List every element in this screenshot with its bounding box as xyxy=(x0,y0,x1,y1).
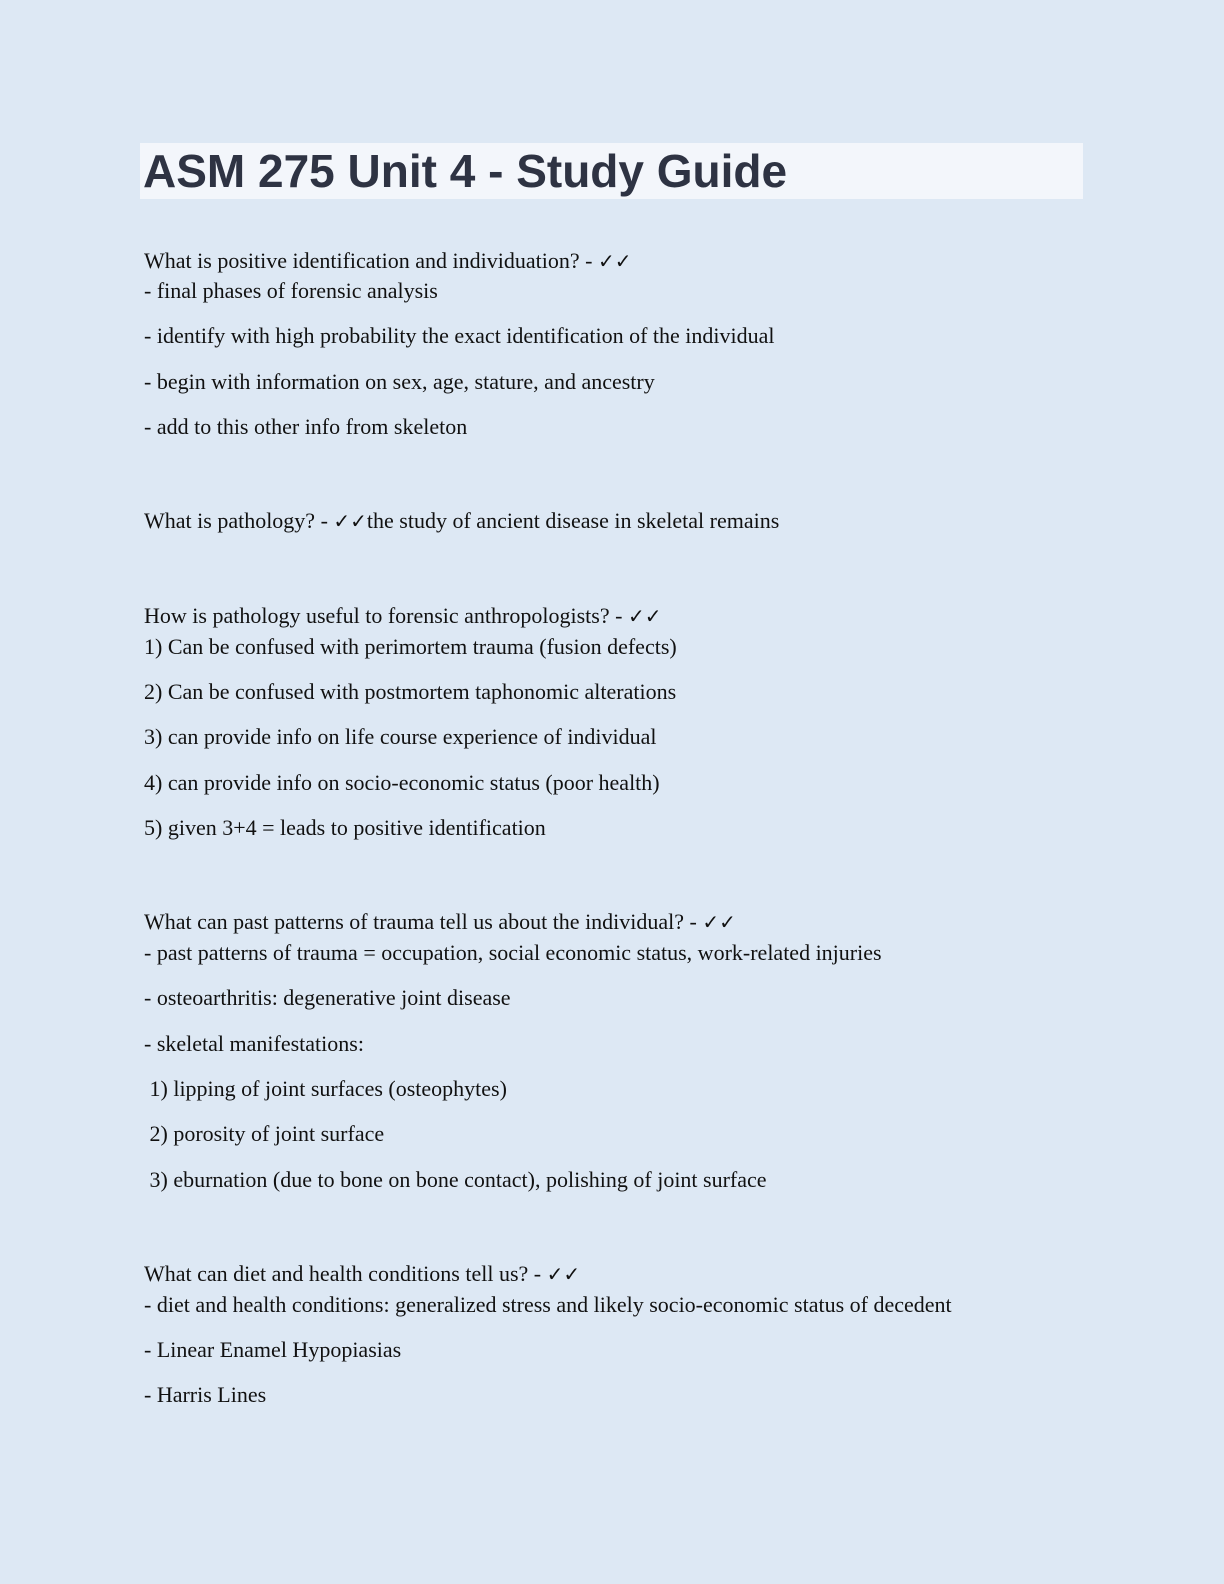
answer-line: - osteoarthritis: degenerative joint disease xyxy=(144,985,511,1010)
answer-line: - final phases of forensic analysis xyxy=(144,278,438,303)
answer-line: - Harris Lines xyxy=(144,1382,267,1407)
page-title: ASM 275 Unit 4 - Study Guide xyxy=(143,145,788,197)
answer-line: 1) lipping of joint surfaces (osteophytes) xyxy=(144,1076,507,1101)
question-text: What can past patterns of trauma tell us about the individual? - xyxy=(144,909,703,934)
question-2 xyxy=(144,508,779,534)
answer-line: 1) Can be confused with perimortem trauma (fusion defects) xyxy=(144,634,677,659)
question-text: What can diet and health conditions tell us? - xyxy=(144,1261,547,1286)
answer-line: - Linear Enamel Hypopiasias xyxy=(144,1337,402,1362)
answer-line: - diet and health conditions: generalized stress and likely socio-economic status of decedent xyxy=(144,1292,952,1317)
question-5 xyxy=(144,1261,580,1287)
answer-line: - begin with information on sex, age, stature, and ancestry xyxy=(144,369,655,394)
answer-line: - skeletal manifestations: xyxy=(144,1031,364,1056)
question-4 xyxy=(144,909,736,935)
answer-line: - add to this other info from skeleton xyxy=(144,414,468,439)
answer-line: 2) porosity of joint surface xyxy=(144,1121,385,1146)
question-text: What is pathology? - xyxy=(144,508,334,533)
answer-line: 3) eburnation (due to bone on bone contact), polishing of joint surface xyxy=(144,1167,767,1192)
question-1 xyxy=(144,248,631,274)
double-check-icon: ✓✓ xyxy=(597,249,632,273)
double-check-icon: ✓✓ xyxy=(333,509,367,533)
answer-line: 4) can provide info on socio-economic status (poor health) xyxy=(144,770,660,795)
question-3 xyxy=(144,603,661,629)
question-text: How is pathology useful to forensic anthropologists? - xyxy=(144,603,628,628)
question-text: What is positive identification and individuation? - xyxy=(144,248,598,273)
double-check-icon: ✓✓ xyxy=(627,604,662,628)
answer-line: 2) Can be confused with postmortem taphonomic alterations xyxy=(144,679,677,704)
double-check-icon: ✓✓ xyxy=(702,910,736,934)
double-check-icon: ✓✓ xyxy=(546,1262,581,1286)
answer-line: - past patterns of trauma = occupation, social economic status, work-related injuries xyxy=(144,940,882,965)
answer-line: - identify with high probability the exact identification of the individual xyxy=(144,323,775,348)
answer-line: 5) given 3+4 = leads to positive identification xyxy=(144,815,546,840)
answer-line: 3) can provide info on life course experience of individual xyxy=(144,724,657,749)
inline-answer: the study of ancient disease in skeletal remains xyxy=(366,508,780,533)
